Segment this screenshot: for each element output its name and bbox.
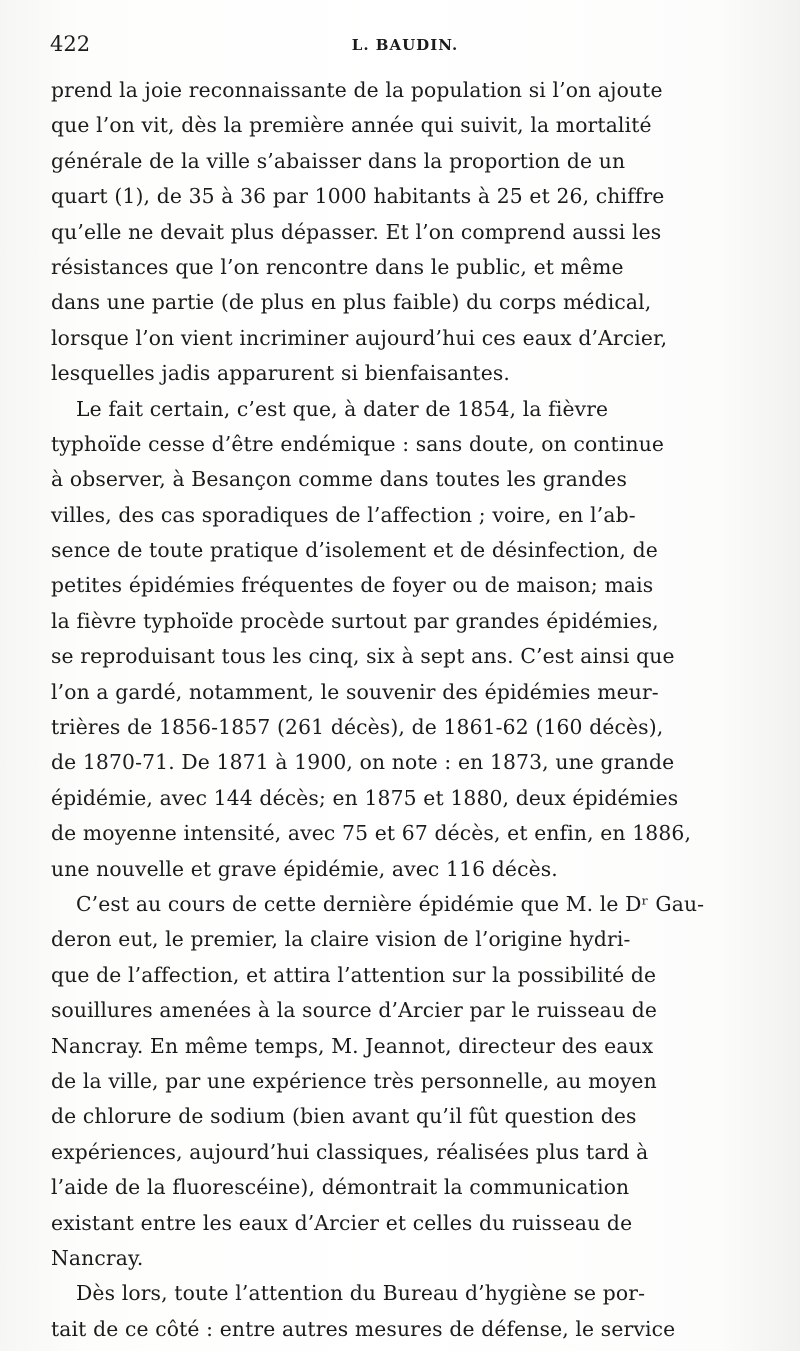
paragraph-1 [51, 73, 741, 392]
body-text [51, 73, 741, 1347]
text-line: tait de ce côté : entre autres mesures de défense, le service [51, 1316, 676, 1341]
text-line: sence de toute pratique d’isolement et de désinfection, de [51, 538, 658, 563]
paragraph-4 [51, 1276, 741, 1347]
text-line: souillures amenées à la source d’Arcier par le ruisseau de [51, 998, 658, 1023]
text-line: se reproduisant tous les cinq, six à sept ans. C’est ainsi que [51, 644, 675, 669]
text-line: la fièvre typhoïde procède surtout par grandes épidémies, [51, 608, 659, 633]
paragraph-3 [51, 887, 741, 1276]
text-line: C’est au cours de cette dernière épidémie que M. le Dʳ Gau- [76, 891, 705, 916]
text-line: deron eut, le premier, la claire vision de l’origine hydri- [51, 927, 631, 952]
text-line: générale de la ville s’abaisser dans la proportion de un [51, 148, 626, 173]
page-number: 422 [50, 32, 91, 56]
text-line: Dès lors, toute l’attention du Bureau d’hygiène se por- [76, 1281, 646, 1306]
text-line: lorsque l’on vient incriminer aujourd’hui ces eaux d’Arcier, [51, 325, 668, 350]
running-head: L. BAUDIN. [351, 36, 459, 54]
text-line: petites épidémies fréquentes de foyer ou de maison; mais [51, 573, 654, 598]
text-line: que l’on vit, dès la première année qui suivit, la mortalité [51, 113, 652, 138]
text-line: l’on a gardé, notamment, le souvenir des épidémies meur- [51, 679, 659, 704]
page-header [50, 32, 760, 62]
text-line: que de l’affection, et attira l’attention sur la possibilité de [51, 962, 657, 987]
text-line: trières de 1856-1857 (261 décès), de 1861-62 (160 décès), [51, 715, 664, 740]
text-line: de 1870-71. De 1871 à 1900, on note : en 1873, une grande [51, 750, 675, 775]
text-line: quart (1), de 35 à 36 par 1000 habitants à 25 et 26, chiffre [51, 184, 665, 209]
text-line: de la ville, par une expérience très personnelle, au moyen [51, 1068, 657, 1093]
text-line: à observer, à Besançon comme dans toutes les grandes [51, 467, 628, 492]
text-line: épidémie, avec 144 décès; en 1875 et 1880, deux épidémies [51, 785, 679, 810]
text-line: qu’elle ne devait plus dépasser. Et l’on comprend aussi les [51, 219, 662, 244]
text-line: de moyenne intensité, avec 75 et 67 décès, et enfin, en 1886, [51, 821, 692, 846]
text-line: prend la joie reconnaissante de la population si l’on ajoute [51, 78, 663, 102]
text-line: dans une partie (de plus en plus faible) du corps médical, [51, 290, 652, 315]
text-line: Nancray. [51, 1245, 144, 1270]
text-line: lesquelles jadis apparurent si bienfaisantes. [51, 361, 511, 386]
text-line: l’aide de la fluorescéine), démontrait la communication [51, 1175, 630, 1200]
text-line: résistances que l’on rencontre dans le public, et même [51, 254, 624, 279]
text-line: typhoïde cesse d’être endémique : sans doute, on continue [51, 431, 665, 456]
text-line: Nancray. En même temps, M. Jeannot, directeur des eaux [51, 1033, 654, 1058]
text-line: villes, des cas sporadiques de l’affection ; voire, en l’ab- [51, 502, 636, 527]
text-line: Le fait certain, c’est que, à dater de 1854, la fièvre [76, 396, 609, 421]
paragraph-2 [51, 392, 741, 887]
text-line: existant entre les eaux d’Arcier et celles du ruisseau de [51, 1210, 633, 1235]
text-line: expériences, aujourd’hui classiques, réalisées plus tard à [51, 1139, 649, 1164]
text-line: de chlorure de sodium (bien avant qu’il fût question des [51, 1104, 637, 1129]
text-line: une nouvelle et grave épidémie, avec 116 décès. [51, 856, 558, 881]
